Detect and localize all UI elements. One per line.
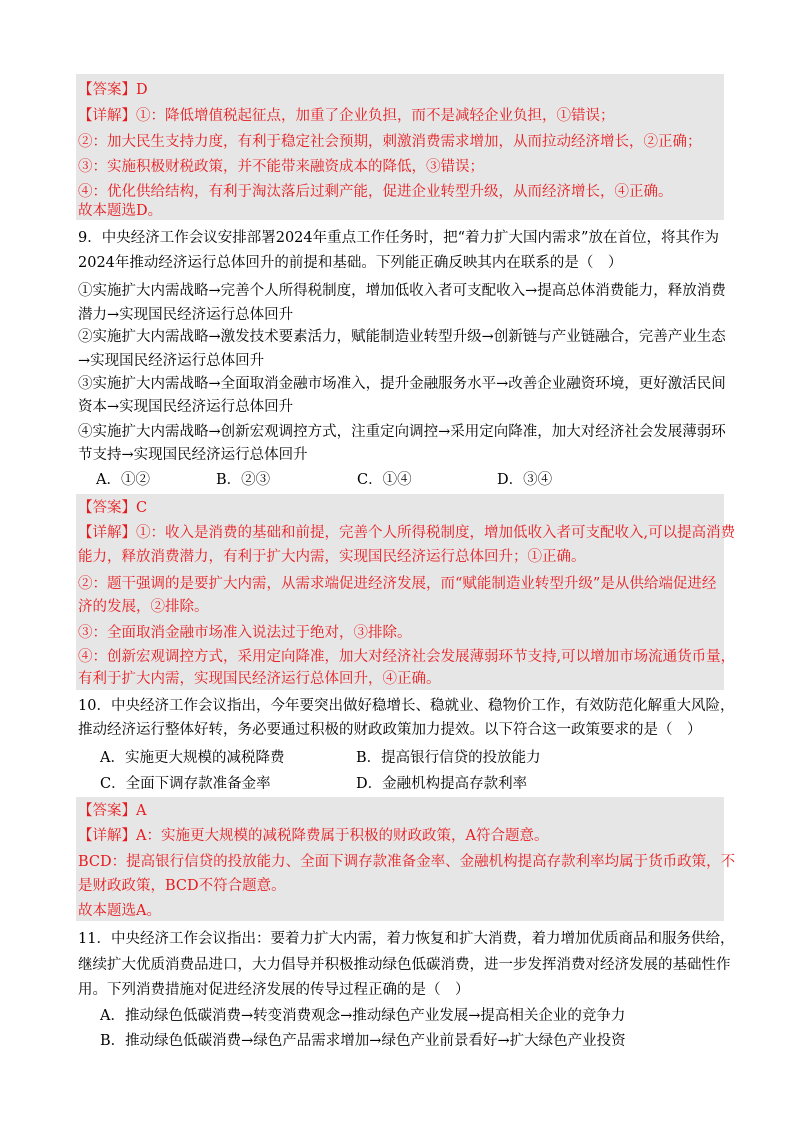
question-stem: 11．中央经济工作会议指出：要着力扩大内需，着力恢复和扩大消费，着力增加优质商品和服务供给， bbox=[78, 931, 735, 947]
statement: →实现国民经济运行总体回升 bbox=[78, 353, 265, 369]
detail-line: 【详解】①：降低增值税起征点，加重了企业负担，而不是减轻企业负担，①错误； bbox=[78, 108, 615, 124]
detail-line: ④：创新宏观调控方式，采用定向降准，加大对经济社会发展薄弱环节支持,可以增加市场流通货币量， bbox=[78, 649, 736, 665]
question-stem: 继续扩大优质消费品进口，大力倡导并积极推动绿色低碳消费，进一步发挥消费对经济发展的基础性作 bbox=[78, 957, 731, 973]
option-b: B．提高银行信贷的投放能力 bbox=[356, 750, 541, 766]
detail-line: 济的发展，②排除。 bbox=[78, 599, 209, 615]
question-stem: 10．中央经济工作会议指出，今年要突出做好稳增长、稳就业、稳物价工作，有效防范化解重大风险， bbox=[78, 698, 735, 714]
detail-line: 故本题选A。 bbox=[78, 903, 161, 919]
detail-line: 是财政政策，BCD不符合题意。 bbox=[78, 878, 286, 894]
statement: 潜力→实现国民经济运行总体回升 bbox=[78, 307, 294, 323]
option-a: A．①② bbox=[96, 472, 150, 488]
question-stem: 推动经济运行整体好转，务必要通过积极的财政政策加力提效。以下符合这一政策要求的是（ ） bbox=[78, 722, 702, 738]
detail-line: 【详解】A：实施更大规模的减税降费属于积极的财政政策，A符合题意。 bbox=[78, 828, 549, 844]
detail-line: BCD：提高银行信贷的投放能力、全面下调存款准备金率、金融机构提高存款利率均属于货币政策，不 bbox=[78, 854, 736, 870]
answer-line: 【答案】D bbox=[78, 82, 148, 98]
option-a: A．实施更大规模的减税降费 bbox=[100, 750, 285, 766]
detail-line: ②：题干强调的是要扩大内需，从需求端促进经济发展，而“赋能制造业转型升级”是从供给端促进经 bbox=[78, 576, 717, 592]
option-c: C．①④ bbox=[357, 472, 412, 488]
option-d: D．③④ bbox=[497, 472, 553, 488]
statement: 资本→实现国民经济运行总体回升 bbox=[78, 399, 294, 415]
option-a: A．推动绿色低碳消费→转变消费观念→推动绿色产业发展→提高相关企业的竞争力 bbox=[100, 1008, 626, 1024]
detail-line: ③：实施积极财税政策，并不能带来融资成本的降低，③错误； bbox=[78, 159, 484, 175]
question-stem: 9．中央经济工作会议安排部署2024年重点工作任务时，把“着力扩大国内需求”放在首位，将其作为 bbox=[78, 230, 719, 246]
answer-line: 【答案】A bbox=[78, 803, 147, 819]
option-b: B．推动绿色低碳消费→绿色产品需求增加→绿色产业前景看好→扩大绿色产业投资 bbox=[100, 1033, 626, 1049]
detail-line: 有利于扩大内需，实现国民经济运行总体回升，④正确。 bbox=[78, 671, 441, 687]
detail-line: ④：优化供给结构，有利于淘汰落后过剩产能，促进企业转型升级，从而经济增长，④正确。 bbox=[78, 184, 673, 200]
statement: ③实施扩大内需战略→全面取消金融市场准入，提升金融服务水平→改善企业融资环境，更好激活民间 bbox=[78, 376, 726, 392]
option-c: C．全面下调存款准备金率 bbox=[100, 776, 271, 792]
statement: ④实施扩大内需战略→创新宏观调控方式，注重定向调控→采用定向降准，加大对经济社会发展薄弱环 bbox=[78, 424, 726, 440]
detail-line: ②：加大民生支持力度，有利于稳定社会预期，刺激消费需求增加，从而拉动经济增长，②正确； bbox=[78, 134, 702, 150]
detail-line: 故本题选D。 bbox=[78, 203, 163, 219]
option-b: B．②③ bbox=[216, 472, 271, 488]
statement: 节支持→实现国民经济运行总体回升 bbox=[78, 447, 308, 463]
detail-line: 【详解】①：收入是消费的基础和前提，完善个人所得税制度，增加低收入者可支配收入,可以提高消费 bbox=[78, 525, 736, 541]
statement: ①实施扩大内需战略→完善个人所得税制度，增加低收入者可支配收入→提高总体消费能力，释放消费 bbox=[78, 283, 726, 299]
detail-line: 能力，释放消费潜力，有利于扩大内需，实现国民经济运行总体回升；①正确。 bbox=[78, 549, 586, 565]
question-stem: 用。下列消费措施对促进经济发展的传导过程正确的是（ ） bbox=[78, 982, 470, 998]
statement: ②实施扩大内需战略→激发技术要素活力，赋能制造业转型升级→创新链与产业链融合，完善产业生态 bbox=[78, 329, 726, 345]
detail-line: ③：全面取消金融市场准入说法过于绝对，③排除。 bbox=[78, 625, 412, 641]
option-d: D．金融机构提高存款利率 bbox=[356, 776, 528, 792]
question-stem: 2024年推动经济运行总体回升的前提和基础。下列能正确反映其内在联系的是（ ） bbox=[78, 255, 623, 271]
answer-line: 【答案】C bbox=[78, 500, 148, 516]
